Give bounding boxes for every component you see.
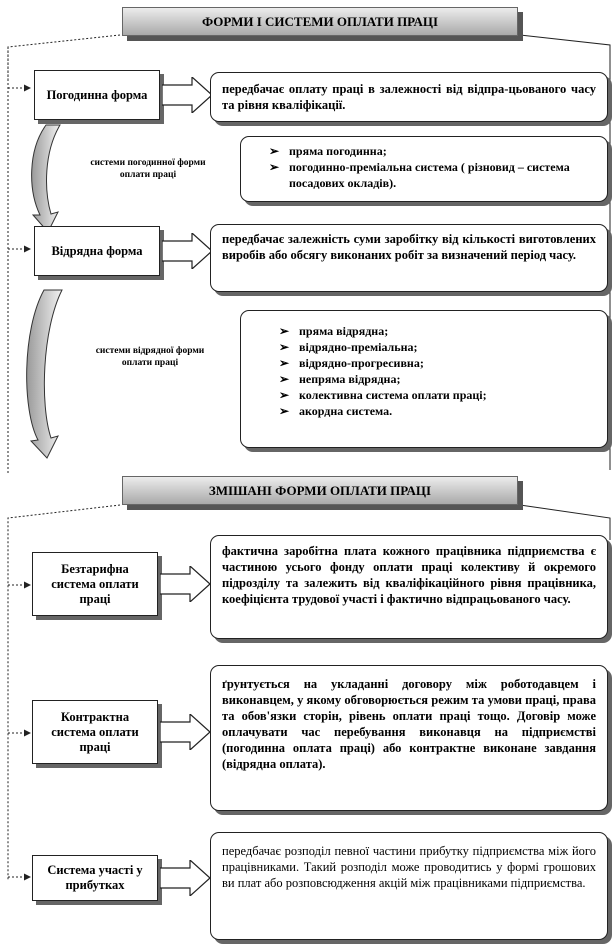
tariff-free-description: фактична заробітна плата кожного працівника підприємства є частиною усього фонду оплати праці колективу й окремого підрозділу та залежить від кваліфікаційного рівня працівника, коефіцієнта трудової участі і фактично відпрацьованого часу.	[222, 544, 596, 606]
time-form-description: передбачає оплату праці в залежності від відпра-цьованого часу та рівня кваліфікації.	[222, 82, 596, 112]
contract-label: Контрактна система оплати праці	[51, 709, 139, 754]
tariff-free-description-box	[210, 535, 608, 639]
piece-system-item: ➢ відрядно-прогресивна;	[279, 355, 597, 371]
piece-systems-box	[240, 310, 608, 448]
profit-sharing-box	[32, 855, 158, 901]
piece-form-description-box	[210, 224, 608, 292]
profit-sharing-description-box	[210, 832, 608, 940]
piece-form-description: передбачає залежність суми заробітку від кількості виготовлених виробів або обсягу виконаних робіт за визначений період часу.	[222, 232, 596, 262]
mixed-title: ЗМІШАНІ ФОРМИ ОПЛАТИ ПРАЦІ	[208, 483, 432, 498]
contract-description-box	[210, 665, 608, 811]
main-title-banner	[122, 7, 518, 36]
piece-system-item: ➢ пряма відрядна;	[279, 323, 597, 339]
time-form-box	[34, 70, 160, 120]
mixed-title-banner	[122, 476, 518, 505]
piece-form-arrow	[162, 233, 214, 269]
time-system-item: ➢ пряма погодинна;	[269, 143, 597, 159]
contract-box	[32, 700, 158, 764]
time-systems-box	[240, 136, 608, 202]
piece-system-item: ➢ акордна система.	[279, 403, 597, 419]
piece-systems-label: системи відрядної форми оплати праці	[95, 346, 205, 368]
piece-form-box	[34, 226, 160, 276]
time-form-label: Погодинна форма	[46, 87, 148, 102]
tariff-free-label: Безтарифна система оплати праці	[51, 561, 139, 606]
piece-form-label: Відрядна форма	[51, 243, 143, 258]
contract-arrow	[160, 714, 212, 750]
profit-sharing-arrow	[160, 860, 212, 896]
piece-system-item: ➢ непряма відрядна;	[279, 371, 597, 387]
time-system-item: ➢ погодинно-преміальна система ( різновид – система посадових окладів).	[269, 159, 597, 191]
main-title: ФОРМИ І СИСТЕМИ ОПЛАТИ ПРАЦІ	[201, 14, 439, 29]
contract-description: ґрунтується на укладанні договору між роботодавцем і виконавцем, у якому обговорюється режим та умови праці, права та обов'язки сторін, рівень оплати праці тощо. Договір може оплачувати час перебування виконавця на підприємстві (погодинна оплата праці) або контрактне виконане завдання (відрядна оплата).	[222, 677, 596, 771]
profit-sharing-label: Система участі у прибутках	[47, 863, 143, 892]
tariff-free-arrow	[160, 566, 212, 602]
piece-system-item: ➢ колективна система оплати праці;	[279, 387, 597, 403]
time-form-arrow	[162, 77, 214, 113]
time-form-description-box	[210, 72, 608, 122]
tariff-free-box	[32, 552, 158, 616]
piece-system-item: ➢ відрядно-преміальна;	[279, 339, 597, 355]
profit-sharing-description: передбачає розподіл певної частини прибутку підприємства між його працівниками. Такий розподіл може проводитись у формі грошових ви плат або розповсюдження акцій між працівниками підприємства.	[222, 844, 596, 890]
time-systems-label: системи погодинної форми оплати праці	[90, 158, 206, 180]
